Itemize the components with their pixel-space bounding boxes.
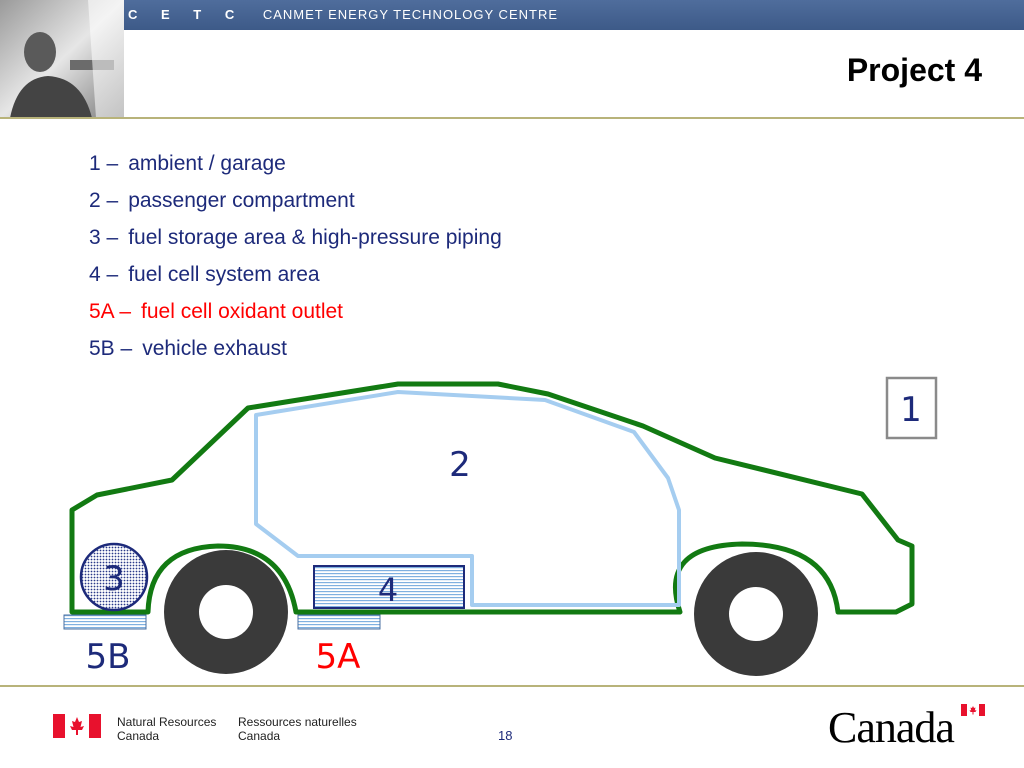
canada-wordmark: Canada (828, 703, 954, 752)
legend-num: 2 – (89, 189, 119, 212)
bottom-rule (0, 685, 1024, 687)
zone-3-label: 3 (103, 559, 125, 599)
label-5a: 5A (315, 637, 361, 677)
legend-text: fuel cell system area (128, 263, 320, 286)
header-org-name: CANMET ENERGY TECHNOLOGY CENTRE (262, 7, 559, 22)
nrcan-fr-line1: Ressources naturelles (238, 715, 357, 729)
legend-num: 1 – (89, 152, 119, 175)
canada-flag-icon (53, 714, 101, 738)
legend-num: 4 – (89, 263, 119, 286)
legend-text: fuel storage area & high-pressure piping (128, 226, 502, 249)
nrcan-french (238, 715, 357, 743)
page-title: Project 4 (846, 52, 982, 88)
nrcan-english (117, 715, 216, 743)
page-number: 18 (498, 728, 513, 743)
nrcan-en-line1: Natural Resources (117, 715, 217, 729)
rear-wheel-hub (199, 585, 253, 639)
zone-4-label: 4 (377, 571, 399, 609)
legend-num: 3 – (89, 226, 119, 249)
legend-num: 5B – (89, 337, 133, 360)
legend-num: 5A – (89, 300, 132, 323)
legend-text: passenger compartment (128, 189, 355, 212)
nrcan-en-line2: Canada (117, 729, 160, 743)
oxidant-outlet-5a (298, 615, 380, 629)
zone-2-label: 2 (449, 445, 471, 485)
label-5b: 5B (85, 637, 131, 677)
exhaust-outlet-5b (64, 615, 146, 629)
wordmark-flag-icon (961, 704, 985, 716)
header-acronym: C E T C (128, 7, 245, 22)
front-wheel-hub (729, 587, 783, 641)
legend-text: vehicle exhaust (142, 337, 287, 360)
nrcan-fr-line2: Canada (238, 729, 281, 743)
legend-text: ambient / garage (128, 152, 286, 175)
zone-1-label: 1 (900, 390, 922, 430)
legend-text: fuel cell oxidant outlet (141, 300, 344, 323)
